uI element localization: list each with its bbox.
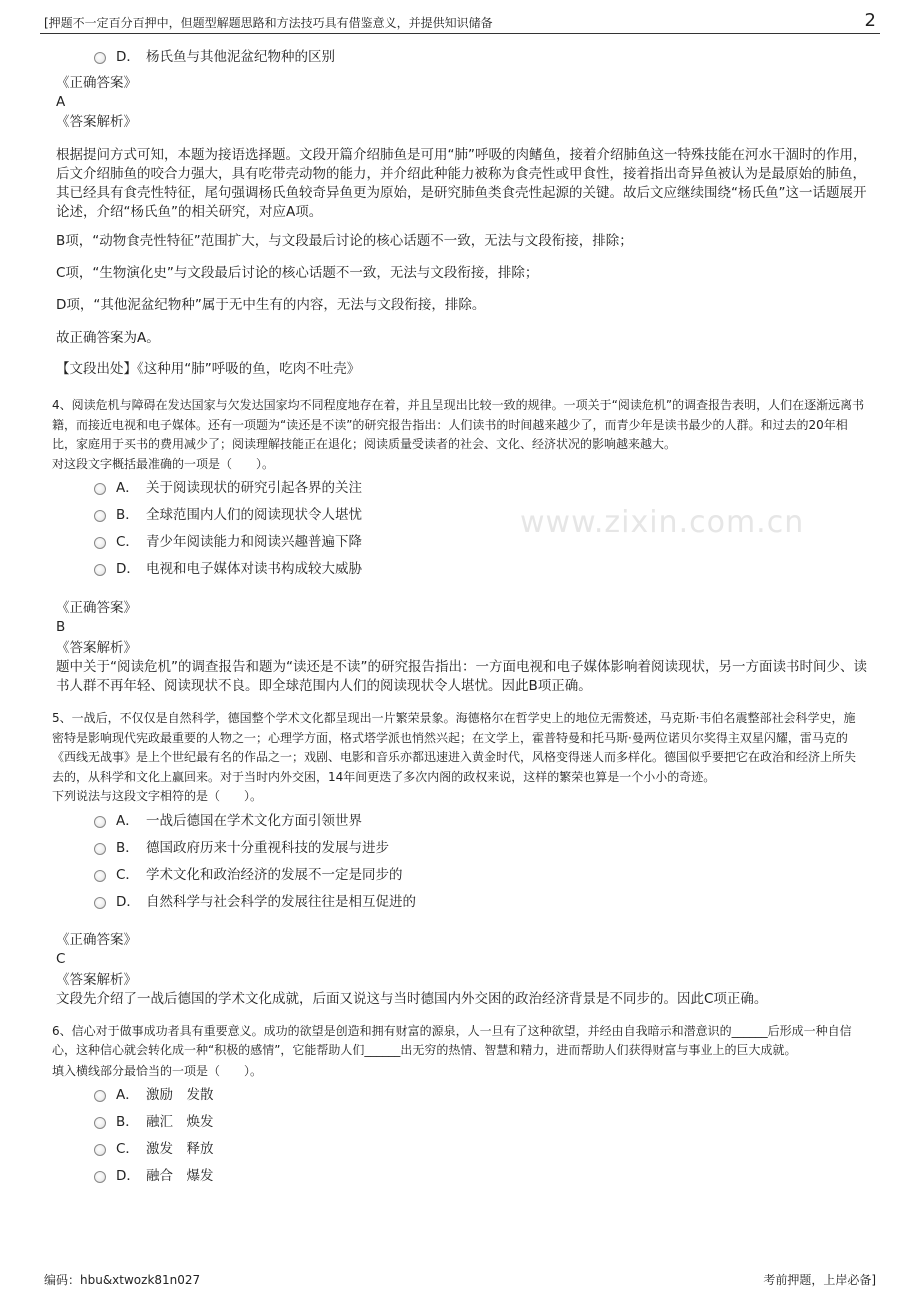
- question-stem: 5、一战后，不仅仅是自然科学，德国整个学术文化都呈现出一片繁荣景象。海德格尔在哲学史上的地位无需赘述，马克斯·韦伯名震整部社会科学史，施密特是影响现代宪政最重要的人物之一；心理学方面，格式塔学派也悄然兴起；在文学上，霍普特曼和托马斯·曼两位诺贝尔奖得主双星闪耀，雷马克的《西线无战事》是上个世纪最有名的作品之一；戏剧、电影和音乐亦都迅速进入黄金时代，风格变得迷人而多样化。德国似乎要把它在政治和经济上所失去的，从科学和文化上赢回来。对于当时内外交困，14年间更迭了多次内阁的政权来说，这样的繁荣也算是一个小小的奇迹。: [52, 711, 857, 784]
- option-b[interactable]: [94, 1110, 867, 1130]
- question-prompt: 下列说法与这段文字相符的是（ ）。: [52, 789, 263, 803]
- radio-icon[interactable]: [94, 564, 106, 576]
- radio-icon[interactable]: [94, 510, 106, 522]
- option-letter: D．: [116, 893, 140, 910]
- watermark: www.zixin.com.cn: [520, 505, 805, 540]
- option-b[interactable]: [94, 503, 867, 523]
- footer-slogan: 考前押题，上岸必备]: [763, 1273, 876, 1287]
- header-divider: [40, 33, 880, 34]
- question-prompt: 对这段文字概括最准确的一项是（ ）。: [52, 456, 275, 471]
- analysis-text: 故正确答案为A。: [56, 330, 160, 346]
- option-a[interactable]: [94, 809, 867, 829]
- options-list: [94, 809, 867, 910]
- option-text: 激发 释放: [146, 1141, 214, 1157]
- analysis-text: 题中关于“阅读危机”的调查报告和题为“读还是不读”的研究报告指出：一方面电视和电子媒体影响着阅读现状，另一方面读书时间少、读书人群不再年轻、阅读现状不良。即全球范围内人们的阅读现状令人堪忧。因此B项正确。: [56, 659, 867, 694]
- radio-icon[interactable]: [94, 1117, 106, 1129]
- option-b[interactable]: [94, 836, 867, 856]
- source-text: 【文段出处】《这种用“肺”呼吸的鱼，吃肉不吐壳》: [56, 361, 361, 377]
- radio-icon[interactable]: [94, 1090, 106, 1102]
- option-letter: D．: [116, 49, 140, 65]
- radio-icon[interactable]: [94, 52, 106, 64]
- options-list: [94, 45, 867, 65]
- radio-icon[interactable]: [94, 897, 106, 909]
- question-prompt: 填入横线部分最恰当的一项是（ ）。: [52, 1063, 263, 1078]
- option-letter: B．: [116, 507, 139, 523]
- options-list: [94, 1083, 867, 1184]
- option-text: 学术文化和政治经济的发展不一定是同步的: [146, 866, 403, 883]
- option-letter: A．: [116, 812, 139, 829]
- radio-icon[interactable]: [94, 870, 106, 882]
- option-a[interactable]: [94, 1083, 867, 1103]
- analysis-label: 《答案解析》: [56, 971, 137, 988]
- option-letter: C．: [116, 1141, 139, 1157]
- answer-label: 《正确答案》: [56, 931, 137, 948]
- radio-icon[interactable]: [94, 1171, 106, 1183]
- option-letter: A．: [116, 1087, 139, 1103]
- option-letter: B．: [116, 839, 139, 856]
- analysis-text: D项，“其他泥盆纪物种”属于无中生有的内容，无法与文段衔接，排除。: [56, 297, 486, 313]
- option-c[interactable]: [94, 530, 867, 550]
- option-letter: C．: [116, 866, 139, 883]
- analysis-text: C项，“生物演化史”与文段最后讨论的核心话题不一致，无法与文段衔接，排除；: [56, 265, 539, 281]
- option-text: 青少年阅读能力和阅读兴趣普遍下降: [146, 534, 362, 550]
- option-c[interactable]: [94, 1137, 867, 1157]
- option-letter: B．: [116, 1114, 139, 1130]
- option-letter: A．: [116, 480, 139, 496]
- analysis-text: B项，“动物食壳性特征”范围扩大，与文段最后讨论的核心话题不一致，无法与文段衔接，排除；: [56, 233, 633, 249]
- page-number: 2: [864, 10, 876, 31]
- option-text: 全球范围内人们的阅读现状令人堪忧: [146, 507, 362, 523]
- options-list: [94, 476, 867, 577]
- option-letter: D．: [116, 561, 140, 577]
- footer-code: 编码：hbu&xtwozk81n027: [44, 1273, 201, 1287]
- option-letter: C．: [116, 534, 139, 550]
- option-letter: D．: [116, 1168, 140, 1184]
- analysis-label: 《答案解析》: [56, 640, 137, 656]
- option-text: 关于阅读现状的研究引起各界的关注: [146, 480, 362, 496]
- option-text: 融汇 焕发: [146, 1114, 214, 1130]
- option-text: 德国政府历来十分重视科技的发展与进步: [146, 839, 389, 856]
- answer-label: 《正确答案》: [56, 75, 137, 91]
- answer: C: [56, 950, 66, 967]
- option-text: 融合 爆发: [146, 1168, 214, 1184]
- option-text: 电视和电子媒体对读书构成较大威胁: [146, 561, 362, 577]
- option-text: 一战后德国在学术文化方面引领世界: [146, 812, 362, 829]
- radio-icon[interactable]: [94, 816, 106, 828]
- answer: A: [56, 94, 66, 110]
- analysis-text: 根据提问方式可知，本题为接语选择题。文段开篇介绍肺鱼是可用“肺”呼吸的肉鳍鱼，接着介绍肺鱼这一特殊技能在河水干涸时的作用，后文介绍肺鱼的咬合力强大，具有吃带壳动物的能力，并介绍此种能力被称为食壳性或甲食性，接着指出奇异鱼被认为是最原始的肺鱼，其已经具有食壳性特征，尾句强调杨氏鱼较奇异鱼更为原始，是研究肺鱼类食壳性起源的关键。故后文应继续围绕“杨氏鱼”这一话题展开论述，介绍“杨氏鱼”的相关研究，对应A项。: [56, 147, 867, 220]
- answer: B: [56, 619, 66, 635]
- option-text: 杨氏鱼与其他泥盆纪物种的区别: [146, 49, 335, 65]
- analysis-label: 《答案解析》: [56, 114, 137, 130]
- question-stem: 4、阅读危机与障碍在发达国家与欠发达国家均不同程度地存在着，并且呈现出比较一致的规律。一项关于“阅读危机”的调查报告表明，人们在逐渐远离书籍，而接近电视和电子媒体。还有一项题为“读还是不读”的研究报告指出：人们读书的时间越来越少了，而青少年是读书最少的人群。和过去的20年相比，家庭用于买书的费用减少了；阅读理解技能正在退化；阅读质量受读者的社会、文化、经济状况的影响越来越大。: [52, 398, 865, 451]
- radio-icon[interactable]: [94, 483, 106, 495]
- option-text: 自然科学与社会科学的发展往往是相互促进的: [146, 893, 416, 910]
- document-body: [52, 45, 867, 1184]
- option-a[interactable]: [94, 476, 867, 496]
- option-text: 激励 发散: [146, 1087, 214, 1103]
- answer-label: 《正确答案》: [56, 600, 137, 616]
- question-stem: 6、信心对于做事成功者具有重要意义。成功的欲望是创造和拥有财富的源泉，人一旦有了这种欲望，并经由自我暗示和潜意识的______后形成一种自信心，这种信心就会转化成一种“积极的感情”，它能帮助人们______出无穷的热情、智慧和精力，进而帮助人们获得财富与事业上的巨大成就。: [52, 1023, 852, 1057]
- option-c[interactable]: [94, 863, 867, 883]
- option-d[interactable]: [94, 557, 867, 577]
- option-d[interactable]: [94, 1164, 867, 1184]
- option-d[interactable]: [94, 45, 867, 65]
- option-d[interactable]: [94, 890, 867, 910]
- radio-icon[interactable]: [94, 843, 106, 855]
- page-header: [押题不一定百分百押中，但题型解题思路和方法技巧具有借鉴意义，并提供知识储备: [44, 16, 493, 30]
- analysis-text: 文段先介绍了一战后德国的学术文化成就，后面又说这与当时德国内外交困的政治经济背景是不同步的。因此C项正确。: [56, 990, 768, 1007]
- radio-icon[interactable]: [94, 537, 106, 549]
- radio-icon[interactable]: [94, 1144, 106, 1156]
